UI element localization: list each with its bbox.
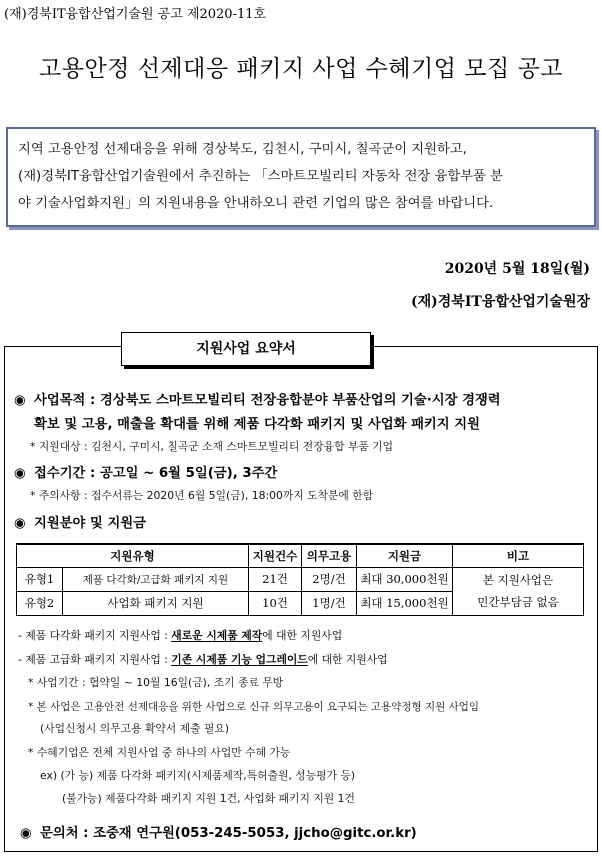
note-employment-sub: (사업신청시 의무고용 확약서 제출 필요) bbox=[40, 722, 230, 735]
table-cell-count: 21건 bbox=[249, 567, 302, 591]
table-header-row bbox=[17, 544, 584, 567]
remark-line-1: 본 지원사업은 bbox=[482, 573, 554, 587]
purpose-note: * 지원대상 : 김천시, 구미시, 칠곡군 소재 스마트모빌리티 전장융합 부품 기업 bbox=[30, 440, 394, 453]
notice-number: (재)경북IT융합산업기술원 공고 제2020-11호 bbox=[4, 7, 267, 22]
note-example-impossible: (불가능) 제품다각화 패키지 지원 1건, 사업화 패키지 지원 1건 bbox=[62, 792, 355, 805]
table-header-cell: 비고 bbox=[453, 544, 584, 567]
organization-name: (재)경북IT융합산업기술원장 bbox=[411, 294, 590, 310]
table-header-cell: 지원유형 bbox=[17, 544, 249, 567]
contact-info: 문의처 : 조중재 연구원(053-245-5053, jjcho@gitc.or.kr) bbox=[40, 826, 417, 841]
remark-line-2: 민간부담금 없음 bbox=[477, 595, 559, 609]
table-cell-amount: 최대 15,000천원 bbox=[357, 591, 453, 615]
purpose-continued: 확보 및 고용, 매출을 확대를 위해 제품 다각화 패키지 및 사업화 패키지 지원 bbox=[34, 417, 480, 432]
fields-label: 지원분야 및 지원금 bbox=[34, 516, 147, 531]
detail-1-prefix: - 제품 다각화 패키지 지원사업 : bbox=[18, 629, 172, 642]
table-cell-remark bbox=[453, 567, 584, 615]
table-header-cell: 지원건수 bbox=[249, 544, 302, 567]
detail-line-2 bbox=[18, 652, 388, 667]
support-table bbox=[16, 543, 584, 616]
purpose-section bbox=[14, 389, 501, 408]
bullet-icon: ◉ bbox=[14, 516, 26, 531]
fields-section bbox=[14, 512, 146, 531]
purpose-label: 사업목적 : 경상북도 스마트모빌리티 전장융합분야 부품산업의 기술·시장 경쟁력 bbox=[34, 393, 501, 408]
table-header-cell: 지원금 bbox=[357, 544, 453, 567]
contact-section bbox=[20, 822, 417, 841]
note-employment: * 본 사업은 고용안전 선제대응을 위한 사업으로 신규 의무고용이 요구되는 고용약정형 지원 사업임 bbox=[28, 701, 480, 713]
period-section bbox=[14, 462, 277, 481]
table-cell-hire: 2명/건 bbox=[302, 567, 357, 591]
table-cell-amount: 최대 30,000천원 bbox=[357, 567, 453, 591]
detail-2-suffix: 에 대한 지원사업 bbox=[307, 653, 388, 666]
intro-line-1: 지역 고용안정 선제대응을 위해 경상북도, 김천시, 구미시, 칠곡군이 지원하고, bbox=[18, 142, 467, 157]
table-cell-hire: 1명/건 bbox=[302, 591, 357, 615]
bullet-icon: ◉ bbox=[20, 826, 32, 841]
table-cell-type: 유형1 bbox=[17, 567, 63, 591]
table-header-cell: 의무고용 bbox=[302, 544, 357, 567]
note-example-possible: ex) (가 능) 제품 다각화 패키지(시제품제작,특허출원, 성능평가 등) bbox=[40, 769, 356, 782]
table-cell-name: 제품 다각화/고급화 패키지 지원 bbox=[63, 567, 249, 591]
table-cell-type: 유형2 bbox=[17, 591, 63, 615]
notice-date: 2020년 5월 18일(월) bbox=[444, 261, 590, 277]
period-note: * 주의사항 : 접수서류는 2020년 6월 5일(금), 18:00까지 도착분에 한함 bbox=[30, 489, 374, 502]
page-title: 고용안정 선제대응 패키지 사업 수혜기업 모집 공고 bbox=[39, 56, 563, 82]
detail-1-emphasis: 새로운 시제품 제작 bbox=[171, 629, 263, 642]
detail-2-prefix: - 제품 고급화 패키지 지원사업 : bbox=[18, 653, 172, 666]
note-period: * 사업기간 : 협약일 ~ 10월 16일(금), 조기 종료 무방 bbox=[28, 676, 284, 689]
intro-line-3: 야 기술사업화지원」의 지원내용을 안내하오니 관련 기업의 많은 참여를 바랍니다. bbox=[18, 196, 494, 211]
note-single-benefit: * 수혜기업은 전체 지원사업 중 하나의 사업만 수혜 가능 bbox=[28, 746, 291, 759]
bullet-icon: ◉ bbox=[14, 393, 26, 408]
intro-box bbox=[6, 127, 596, 227]
detail-2-emphasis: 기존 시제품 기능 업그레이드 bbox=[171, 653, 308, 666]
table-cell-count: 10건 bbox=[249, 591, 302, 615]
summary-tab-title: 지원사업 요약서 bbox=[121, 332, 371, 366]
detail-line-1 bbox=[18, 628, 342, 643]
detail-1-suffix: 에 대한 지원사업 bbox=[262, 629, 343, 642]
table-row bbox=[17, 567, 584, 591]
period-label: 접수기간 : 공고일 ~ 6월 5일(금), 3주간 bbox=[34, 466, 278, 481]
table-cell-name: 사업화 패키지 지원 bbox=[63, 591, 249, 615]
intro-line-2: (재)경북IT융합산업기술원에서 추진하는 「스마트모빌리티 자동차 전장 융합부품 분 bbox=[18, 169, 503, 184]
bullet-icon: ◉ bbox=[14, 466, 26, 481]
